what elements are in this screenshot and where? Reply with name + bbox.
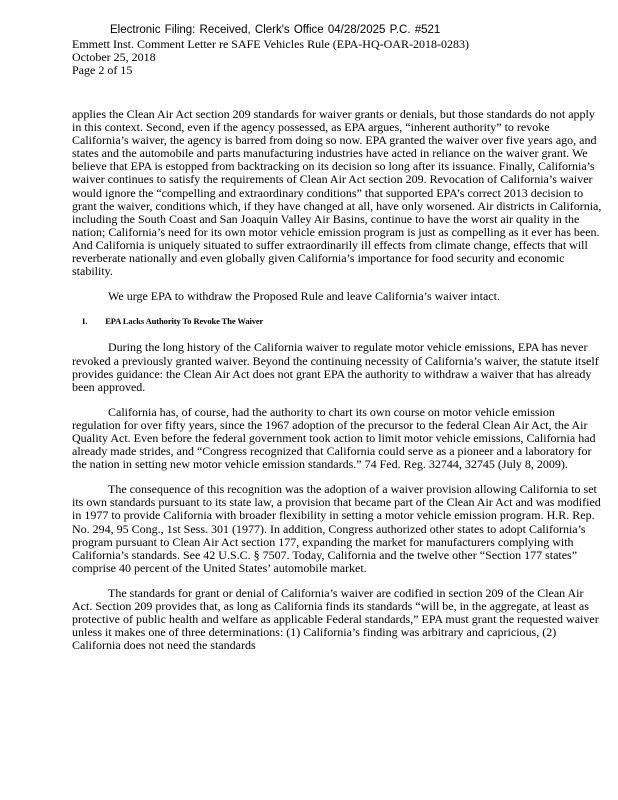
paragraph-5: The consequence of this recognition was the adoption of a waiver provision allowing California to set its own standards pursuant to its state law, a provision that became part of the Clean Air Act and was modified in 1977 to provide California with broader flexibility in setting a motor vehicle emission program. H.R. Rep. No. 294, 95 Cong., 1st Sess. 301 (1977). In addition, Congress authorized other states to adopt California’s program pursuant to Clean Air Act section 177, expanding the market for manufacturers complying with California’s standards. See 42 U.S.C. § 7507. Today, California and the twelve other “Section 177 states” comprise 40 percent of the United States’ automobile market. — [72, 482, 601, 575]
paragraph-2: We urge EPA to withdraw the Proposed Rule and leave California’s waiver intact. — [108, 289, 500, 304]
paragraph-3: During the long history of the California waiver to regulate motor vehicle emissions, EPA has never revoked a previously granted waiver. Beyond the continuing necessity of California’s waiver, the statute itself provides guidance: the Clean Air Act does not grant EPA the authority to withdraw a waiver that has already been approved. — [72, 340, 599, 394]
section-title: EPA Lacks Authority To Revoke The Waiver — [105, 316, 264, 327]
paragraph-6: The standards for grant or denial of California’s waiver are codified in section 209 of the Clean Air Act. Section 209 provides that, as long as California finds its standards “will be, in the aggregate, at least as protective of public health and welfare as applicable Federal standards,” EPA must grant the requested waiver unless it makes one of three determinations: (1) California’s finding was arbitrary and capricious, (2) California does not need the standards — [72, 585, 599, 653]
filing-stamp: Electronic Filing: Received, Clerk's Office 04/28/2025 P.C. #521 — [110, 24, 441, 36]
header-date: October 25, 2018 — [72, 50, 156, 64]
page-header — [72, 38, 469, 77]
section-heading — [82, 315, 602, 328]
header-title: Emmett Inst. Comment Letter re SAFE Vehicles Rule (EPA-HQ-OAR-2018-0283) — [72, 37, 469, 51]
section-number: I. — [82, 316, 88, 327]
paragraph-4: California has, of course, had the authority to chart its own course on motor vehicle emission regulation for over fifty years, since the 1967 adoption of the precursor to the federal Clean Air Act, the Air Quality Act. Even before the federal government took action to limit motor vehicle emissions, California had already made strides, and “Congress recognized that California could serve as a pioneer and a laboratory for the nation in setting new motor vehicle emission standards.” 74 Fed. Reg. 32744, 32745 (July 8, 2009). — [72, 404, 596, 472]
document-body — [72, 108, 602, 664]
paragraph-1: applies the Clean Air Act section 209 standards for waiver grants or denials, but those standards do not apply in this context. Second, even if the agency possessed, as EPA argues, “inherent authority” to revoke California’s waiver, the agency is barred from doing so now. EPA granted the waiver over five years ago, and states and the automobile and parts manufacturing industries have acted in reliance on the waiver grant. We believe that EPA is estopped from backtracking on its decision so long after its issuance. Finally, California’s waiver continues to satisfy the requirements of Clean Air Act section 209. Revocation of California’s waiver would ignore the “compelling and extraordinary conditions” that supported EPA’s correct 2013 decision to grant the waiver, conditions which, if they have changed at all, have only worsened. Air districts in California, including the South Coast and San Joaquin Valley Air Basins, continue to have the worst air quality in the nation; California’s need for its own motor vehicle emission program is just as compelling as it ever has been. And California is uniquely situated to suffer extraordinarily ill effects from climate change, effects that will reverberate nationally and even globally given California’s importance for food security and economic stability. — [72, 107, 602, 279]
header-page-number: Page 2 of 15 — [72, 63, 133, 77]
